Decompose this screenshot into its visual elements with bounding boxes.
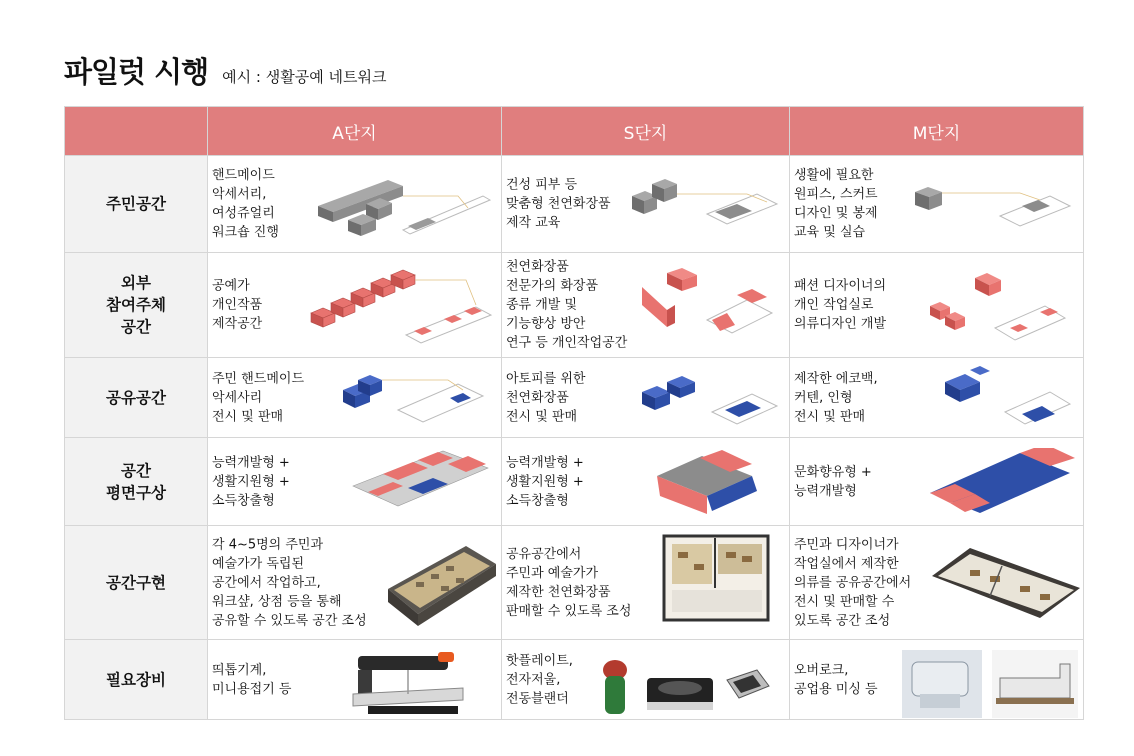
table-row (65, 640, 1084, 720)
cell-external-m (790, 253, 1084, 358)
cell-resident-m (790, 156, 1084, 253)
title-main: 파일럿 시행 (64, 55, 209, 89)
equipment-image (597, 650, 787, 720)
col-header-m: M단지 (790, 107, 1084, 156)
cell-text: 문화향유형 + 능력개발형 (794, 464, 872, 499)
floor-plan-image (662, 534, 770, 622)
cell-text: 주민과 디자이너가 작업실에서 제작한 의류를 공유공간에서 전시 및 판매할 수 있도록 공간 조성 (794, 537, 912, 628)
cell-text: 천연화장품 전문가의 화장품 종류 개발 및 기능향상 방안 연구 등 개인작업공간 (506, 259, 628, 351)
cell-text: 핸드메이드 악세서리, 여성쥬얼리 워크숍 진행 (212, 168, 279, 240)
cell-shared-m (790, 358, 1084, 438)
title-sub: 예시 : 생활공예 네트워크 (222, 68, 387, 86)
cell-text: 띄톱기계, 미니용접기 등 (212, 662, 292, 697)
col-header-a: A단지 (208, 107, 502, 156)
gray-block-diagram (627, 174, 790, 249)
cell-shared-a (208, 358, 502, 438)
cell-text: 패션 디자이너의 개인 작업실로 의류디자인 개발 (794, 278, 887, 332)
red-block-diagram (637, 265, 787, 345)
gray-block-diagram (910, 178, 1080, 248)
cell-resident-a (208, 156, 502, 253)
cell-text: 능력개발형 + 생활지원형 + 소득창출형 (212, 455, 290, 508)
cell-resident-s (502, 156, 790, 253)
cell-impl-a (208, 526, 502, 640)
header-row (65, 107, 1084, 156)
sewing-machine-image (900, 648, 1080, 720)
cell-text: 핫플레이트, 전자저울, 전동블랜더 (506, 653, 573, 706)
table-row (65, 358, 1084, 438)
row-label-floor-plan: 공간 평면구상 (65, 438, 208, 526)
cell-text: 공유공간에서 주민과 예술가가 제작한 천연화장품 판매할 수 있도록 조성 (506, 546, 632, 619)
floor-plan-diagram (920, 448, 1080, 520)
cell-impl-m (790, 526, 1084, 640)
cell-text: 아토피를 위한 천연화장품 전시 및 판매 (506, 371, 586, 424)
table-row (65, 438, 1084, 526)
cell-equip-a (208, 640, 502, 720)
cell-plan-a (208, 438, 502, 526)
col-header-s: S단지 (502, 107, 790, 156)
3d-render-image (386, 544, 498, 628)
header-corner (65, 107, 208, 156)
row-label-implementation: 공간구현 (65, 526, 208, 640)
cell-plan-m (790, 438, 1084, 526)
cell-external-s (502, 253, 790, 358)
row-label-external-space: 외부 참여주체 공간 (65, 253, 208, 358)
blue-block-diagram (940, 362, 1080, 434)
cell-text: 제작한 에코백, 커텐, 인형 전시 및 판매 (794, 371, 878, 424)
cell-text: 능력개발형 + 생활지원형 + 소득창출형 (506, 455, 584, 508)
red-block-diagram (925, 268, 1075, 348)
cell-plan-s (502, 438, 790, 526)
page-title (64, 50, 386, 91)
blue-block-diagram (637, 368, 787, 433)
floor-plan-diagram (652, 446, 782, 518)
cell-shared-s (502, 358, 790, 438)
row-label-equipment: 필요장비 (65, 640, 208, 720)
gray-block-diagram (308, 168, 493, 243)
cell-external-a (208, 253, 502, 358)
row-label-resident-space: 주민공간 (65, 156, 208, 253)
table-row (65, 526, 1084, 640)
cell-text: 오버로크, 공업용 미싱 등 (794, 662, 878, 697)
cell-text: 각 4~5명의 주민과 예술가가 독립된 공간에서 작업하고, 워크샾, 상점 등을 통해 공유할 수 있도록 공간 조성 (212, 537, 367, 628)
row-label-shared-space: 공유공간 (65, 358, 208, 438)
table-row (65, 156, 1084, 253)
cell-text: 생활에 필요한 원피스, 스커트 디자인 및 봉제 교육 및 실습 (794, 168, 878, 240)
cell-impl-s (502, 526, 790, 640)
floor-plan-diagram (348, 446, 498, 518)
blue-block-diagram (338, 368, 493, 433)
cell-text: 주민 핸드메이드 악세사리 전시 및 판매 (212, 371, 305, 424)
table-row (65, 253, 1084, 358)
3d-render-image (930, 546, 1082, 624)
cell-text: 공예가 개인작품 제작공간 (212, 278, 263, 332)
cell-text: 건성 피부 등 맞춤형 천연화장품 제작 교육 (506, 177, 611, 231)
cell-equip-m (790, 640, 1084, 720)
red-block-diagram (306, 265, 496, 350)
scroll-saw-image (348, 646, 468, 718)
pilot-table (64, 106, 1084, 720)
cell-equip-s (502, 640, 790, 720)
